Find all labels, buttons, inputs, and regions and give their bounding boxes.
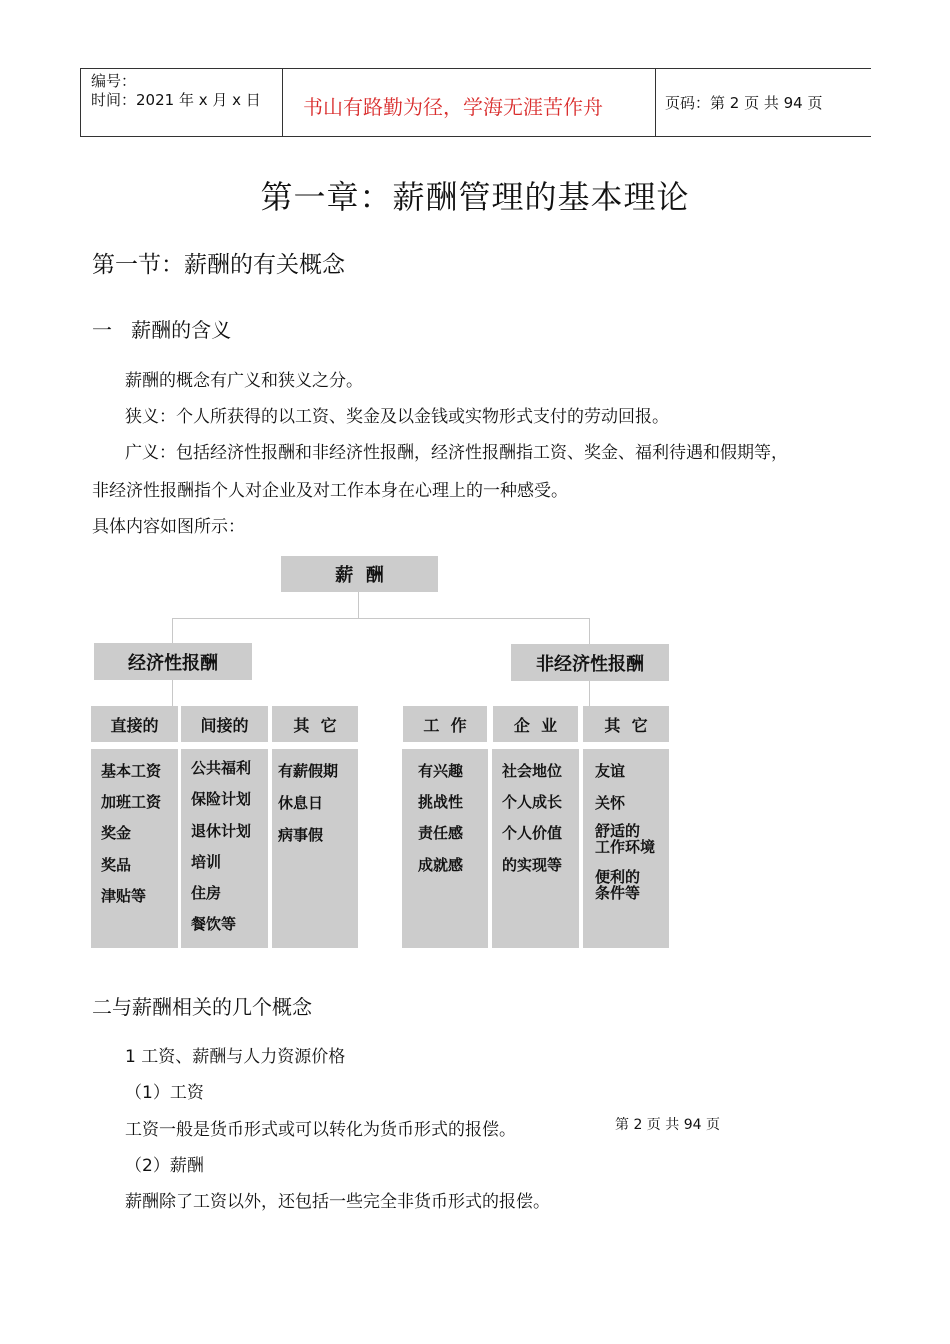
list-item: 友谊 bbox=[595, 762, 626, 780]
footer-page-number: 第 2 页 共 94 页 bbox=[615, 1117, 720, 1133]
list-item: 便利的 bbox=[595, 868, 641, 886]
list-box-work bbox=[402, 749, 488, 948]
list-item: 津贴等 bbox=[101, 887, 147, 905]
list-item: 有兴趣 bbox=[418, 762, 464, 780]
list-item: 保险计划 bbox=[191, 790, 252, 808]
motto: 书山有路勤为径，学海无涯苦作舟 bbox=[303, 95, 603, 119]
paragraph: （2）薪酬 bbox=[125, 1156, 204, 1176]
list-item: 病事假 bbox=[278, 826, 324, 844]
list-item: 舒适的 bbox=[595, 822, 641, 840]
list-item: 休息日 bbox=[278, 794, 324, 812]
paragraph: 非经济性报酬指个人对企业及对工作本身在心理上的一种感受。 bbox=[92, 481, 568, 501]
category-header: 其 它 bbox=[272, 706, 358, 742]
list-item: 奖品 bbox=[101, 856, 132, 874]
list-item: 工作环境 bbox=[595, 838, 656, 856]
list-item: 挑战性 bbox=[418, 793, 464, 811]
chapter-title: 第一章：薪酬管理的基本理论 bbox=[260, 178, 690, 216]
list-box-other-economic bbox=[272, 749, 358, 948]
list-box-company bbox=[492, 749, 579, 948]
paragraph: 1 工资、薪酬与人力资源价格 bbox=[125, 1047, 346, 1067]
list-item: 有薪假期 bbox=[278, 762, 339, 780]
paragraph: 薪酬的概念有广义和狭义之分。 bbox=[125, 371, 363, 391]
category-header: 其 它 bbox=[583, 706, 669, 742]
list-box-other-noneconomic bbox=[583, 749, 669, 948]
list-item: 培训 bbox=[191, 853, 222, 871]
category-header: 工 作 bbox=[403, 706, 487, 742]
paragraph: （1）工资 bbox=[125, 1083, 204, 1103]
connector-line bbox=[172, 618, 173, 643]
section-title: 第一节：薪酬的有关概念 bbox=[92, 252, 345, 278]
list-item: 社会地位 bbox=[502, 762, 563, 780]
list-box-direct bbox=[91, 749, 178, 948]
list-item: 公共福利 bbox=[191, 759, 252, 777]
connector-line bbox=[358, 592, 359, 618]
paragraph: 工资一般是货币形式或可以转化为货币形式的报偿。 bbox=[125, 1120, 516, 1140]
list-item: 餐饮等 bbox=[191, 915, 237, 933]
list-item: 关怀 bbox=[595, 794, 626, 812]
list-item: 退休计划 bbox=[191, 822, 252, 840]
sub-heading-1: 一 薪酬的含义 bbox=[92, 318, 232, 342]
paragraph: 具体内容如图所示： bbox=[92, 517, 245, 537]
header-right-cell bbox=[656, 69, 871, 136]
category-header: 企 业 bbox=[493, 706, 578, 742]
paragraph: 广义：包括经济性报酬和非经济性报酬，经济性报酬指工资、奖金、福利待遇和假期等， bbox=[125, 443, 788, 463]
sub-heading-2: 二与薪酬相关的几个概念 bbox=[92, 995, 312, 1019]
diagram-left-branch: 经济性报酬 bbox=[94, 643, 252, 680]
connector-line bbox=[589, 681, 590, 706]
paragraph: 薪酬除了工资以外，还包括一些完全非货币形式的报偿。 bbox=[125, 1192, 550, 1212]
list-item: 加班工资 bbox=[101, 793, 162, 811]
header-left-cell bbox=[81, 69, 283, 136]
connector-line bbox=[589, 618, 590, 644]
list-item: 条件等 bbox=[595, 884, 641, 902]
list-item: 责任感 bbox=[418, 824, 464, 842]
number-label: 编号： bbox=[91, 72, 137, 90]
diagram-root: 薪 酬 bbox=[281, 556, 438, 592]
diagram-right-branch: 非经济性报酬 bbox=[511, 644, 669, 681]
time-label: 时间：2021 年 x 月 x 日 bbox=[91, 91, 261, 109]
connector-line bbox=[172, 680, 173, 706]
header-middle-cell bbox=[283, 69, 656, 136]
list-item: 成就感 bbox=[418, 856, 464, 874]
category-header: 间接的 bbox=[181, 706, 268, 742]
paragraph: 狭义：个人所获得的以工资、奖金及以金钱或实物形式支付的劳动回报。 bbox=[125, 407, 669, 427]
list-item: 奖金 bbox=[101, 824, 132, 842]
list-item: 个人价值 bbox=[502, 824, 563, 842]
list-item: 个人成长 bbox=[502, 793, 563, 811]
connector-line bbox=[172, 618, 590, 619]
list-item: 基本工资 bbox=[101, 762, 162, 780]
list-item: 住房 bbox=[191, 884, 222, 902]
category-header: 直接的 bbox=[91, 706, 178, 742]
page-info: 页码：第 2 页 共 94 页 bbox=[665, 94, 823, 112]
header-table bbox=[80, 68, 871, 137]
list-box-indirect bbox=[181, 749, 268, 948]
list-item: 的实现等 bbox=[502, 856, 563, 874]
